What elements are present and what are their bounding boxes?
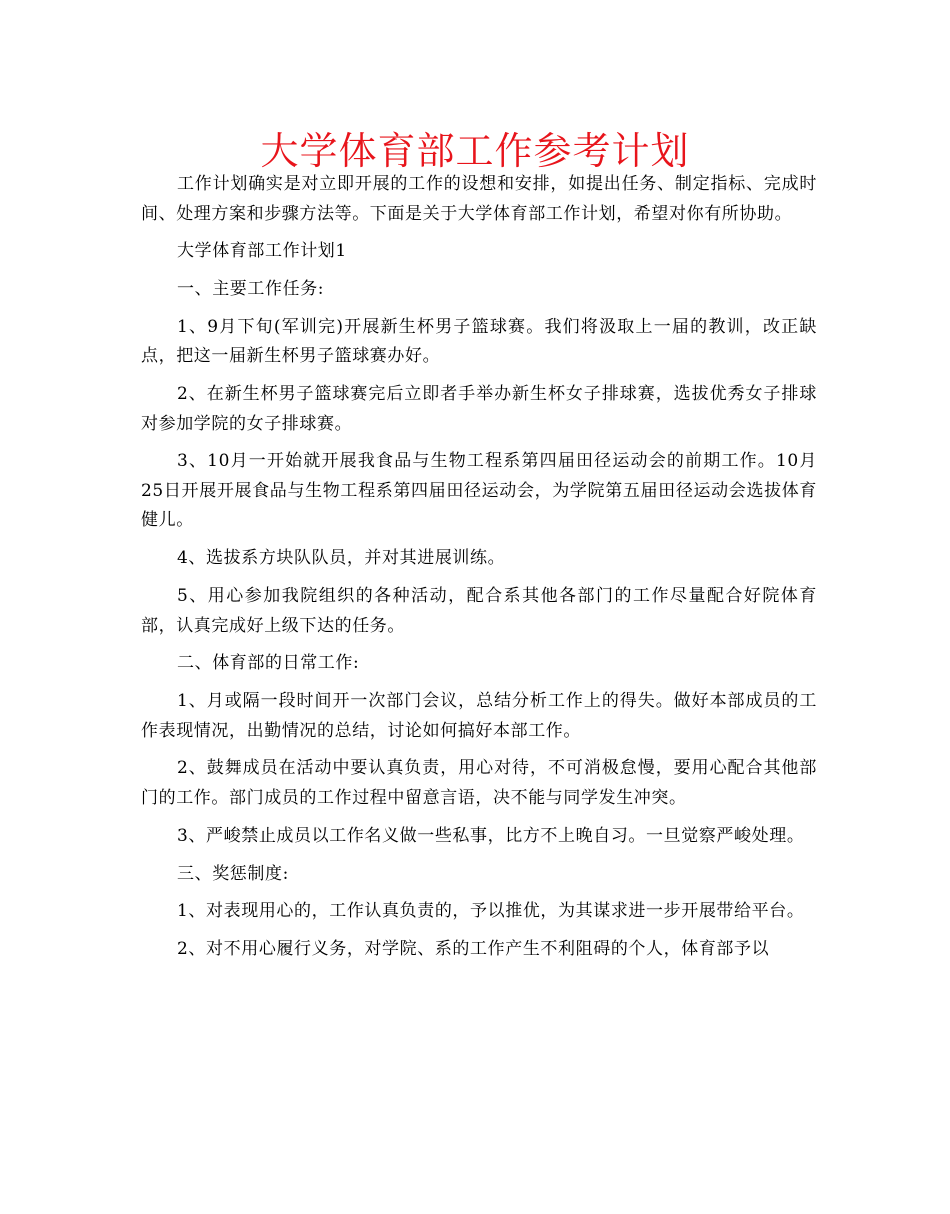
section-heading-daily-work: 二、体育部的日常工作: bbox=[177, 653, 360, 674]
paragraph-intro: 工作计划确实是对立即开展的工作的设想和安排，如提出任务、制定指标、完成时间、处理方案和步骤方法等。下面是关于大学体育部工作计划，希望对你有所协助。 bbox=[141, 174, 817, 224]
paragraph-task-2: 2、在新生杯男子篮球赛完后立即者手举办新生杯女子排球赛，选拔优秀女子排球对参加学院的女子排球赛。 bbox=[141, 384, 817, 434]
paragraph-task-5: 5、用心参加我院组织的各种活动，配合系其他各部门的工作尽量配合好院体育部，认真完成好上级下达的任务。 bbox=[141, 586, 817, 636]
document-body bbox=[141, 170, 817, 973]
paragraph-reward-1: 1、对表现用心的，工作认真负责的，予以推优，为其谋求进一步开展带给平台。 bbox=[177, 901, 805, 922]
paragraph-task-4: 4、选拔系方块队队员，并对其进展训练。 bbox=[177, 548, 506, 569]
document-title: 大学体育部工作参考计划 bbox=[260, 129, 690, 173]
paragraph-daily-2: 2、鼓舞成员在活动中要认真负责，用心对待，不可消极怠慢，要用心配合其他部门的工作。部门成员的工作过程中留意言语，决不能与同学发生冲突。 bbox=[141, 758, 817, 808]
section-heading-rewards: 三、奖惩制度: bbox=[177, 863, 289, 884]
paragraph-daily-1: 1、月或隔一段时间开一次部门会议，总结分析工作上的得失。做好本部成员的工作表现情况，出勤情况的总结，讨论如何搞好本部工作。 bbox=[141, 691, 817, 741]
paragraph-task-1: 1、9月下旬(军训完)开展新生杯男子篮球赛。我们将汲取上一届的教训，改正缺点，把这一届新生杯男子篮球赛办好。 bbox=[141, 316, 817, 367]
paragraph-daily-3: 3、严峻禁止成员以工作名义做一些私事，比方不上晚自习。一旦觉察严峻处理。 bbox=[177, 825, 805, 846]
section-heading-main-tasks: 一、主要工作任务: bbox=[177, 279, 325, 300]
paragraph-reward-2: 2、对不用心履行义务，对学院、系的工作产生不利阻碍的个人，体育部予以 bbox=[177, 939, 770, 960]
paragraph-plan-heading: 大学体育部工作计划1 bbox=[177, 241, 347, 262]
paragraph-task-3: 3、10月一开始就开展我食品与生物工程系第四届田径运动会的前期工作。10月25日开展开展食品与生物工程系第四届田径运动会，为学院第五届田径运动会选拔体育健儿。 bbox=[141, 451, 817, 531]
